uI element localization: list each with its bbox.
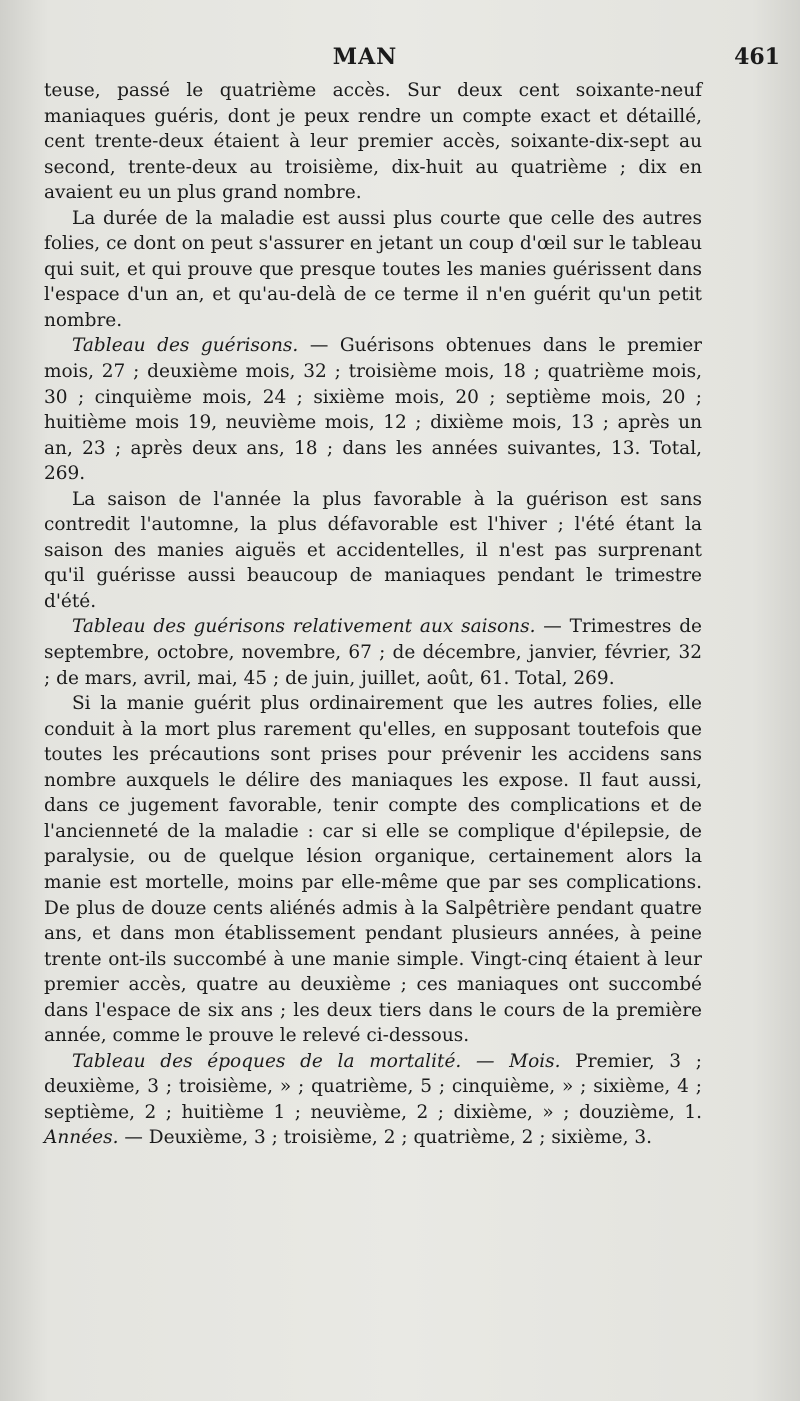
- table-heading: Tableau des guérisons relativement aux saisons.: [72, 616, 536, 638]
- paragraph-text: — Trimestres de septembre, octobre, novembre, 67 ; de décembre, janvier, février, 32 ; de mars, avril, mai, 45 ; de juin, juillet, août, 61. Total, 269.: [44, 616, 702, 689]
- paragraph-recurrence: [44, 78, 702, 206]
- table-subheading-months: — Mois.: [475, 1050, 561, 1072]
- paragraph-table-seasons: [44, 614, 702, 691]
- paragraph-text: La saison de l'année la plus favorable à la guérison est sans contredit l'automne, la plus défavorable est l'hiver ; l'été étant la saison des manies aiguës et accidentelles, il n'est pas surprenant qu'il guérisse aussi beaucoup de maniaques pendant le trimestre d'été.: [44, 488, 702, 612]
- paragraph-table-cures: [44, 333, 702, 486]
- running-title: MAN: [332, 44, 398, 70]
- paragraph-duration: [44, 206, 702, 334]
- table-heading: Tableau des époques de la mortalité.: [72, 1050, 462, 1072]
- paragraph-text: — Deuxième, 3 ; troisième, 2 ; quatrième, 2 ; sixième, 3.: [124, 1127, 653, 1149]
- paragraph-table-mortality: [44, 1049, 702, 1151]
- paragraph-text: La durée de la maladie est aussi plus courte que celle des autres folies, ce dont on peut s'assurer en jetant un coup d'œil sur le tableau qui suit, et qui prouve que presque toutes les manies guérissent dans l'espace d'un an, et qu'au-delà de ce terme il n'en guérit qu'un petit nombre.: [44, 207, 702, 331]
- paragraph-text: Premier, 3 ; deuxième, 3 ; troisième, » ; quatrième, 5 ; cinquième, » ; sixième, 4 ; septième, 2 ; huitième 1 ; neuvième, 2 ; dixième, » ; douzième, 1.: [44, 1050, 702, 1123]
- body-text: [44, 78, 702, 1151]
- paragraph-text: teuse, passé le quatrième accès. Sur deux cent soixante-neuf maniaques guéris, dont je peux rendre un compte exact et détaillé, cent trente-deux étaient à leur premier accès, soixante-dix-sept au second, trente-deux au troisième, dix-huit au quatrième ; dix en avaient eu un plus grand nombre.: [44, 80, 702, 204]
- paragraph-text: — Guérisons obtenues dans le premier mois, 27 ; deuxième mois, 32 ; troisième mois, 18 ; quatrième mois, 30 ; cinquième mois, 24 ; sixième mois, 20 ; septième mois, 20 ; huitième mois 19, neuvième mois, 12 ; dixième mois, 13 ; après un an, 23 ; après deux ans, 18 ; dans les années suivantes, 13. Total, 269.: [44, 335, 702, 485]
- paragraph-text: Si la manie guérit plus ordinairement que les autres folies, elle conduit à la mort plus rarement qu'elles, en supposant toutefois que toutes les précautions sont prises pour prévenir les accidens sans nombre auxquels le délire des maniaques les expose. Il faut aussi, dans ce jugement favorable, tenir compte des complications et de l'ancienneté de la maladie : car si elle se complique d'épilepsie, de paralysie, ou de quelque lésion organique, certainement alors la manie est mortelle, moins par elle-même que par ses complications. De plus de douze cents aliénés admis à la Salpêtrière pendant quatre ans, et dans mon établissement pendant plusieurs années, à peine trente ont-ils succombé à une manie simple. Vingt-cinq étaient à leur premier accès, quatre au deuxième ; ces maniaques ont succombé dans l'espace de six ans ; les deux tiers dans le cours de la première année, comme le prouve le relevé ci-dessous.: [44, 693, 702, 1047]
- page-number: 461: [734, 44, 780, 70]
- paragraph-mortality: [44, 691, 702, 1049]
- paragraph-seasons: [44, 487, 702, 615]
- table-subheading-years: Années.: [44, 1127, 119, 1149]
- table-heading: Tableau des guérisons.: [72, 335, 299, 357]
